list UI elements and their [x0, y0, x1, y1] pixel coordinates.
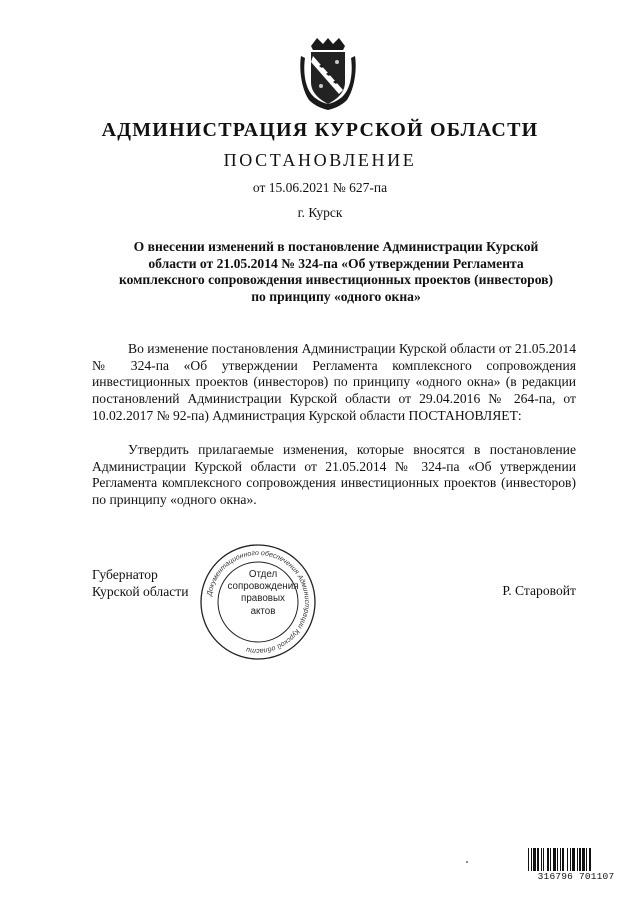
subject-line: комплексного сопровождения инвестиционных проектов (инвесторов): [118, 272, 554, 287]
body-paragraph-1: Во изменение постановления Администрации Курской области от 21.05.2014 № 324-па «Об утверждении Регламента комплексного сопровождения инвестиционных проектов (инвесторов) по принципу «одного окна» (в редакции постановлений Администрации Курской области от 29.04.2016 № 264-па, от 10.02.2017 № 92-па) Администрация Курской области ПОСТАНОВЛЯЕТ:: [92, 341, 576, 423]
signer-position: [92, 566, 189, 600]
scan-speck: [466, 861, 468, 863]
subject-line: области от 21.05.2014 № 324-па «Об утверждении Регламента: [148, 255, 524, 271]
document-place: г. Курск: [297, 205, 343, 220]
document-type: ПОСТАНОВЛЕНИЕ: [223, 150, 417, 170]
stamp-line: Отдел: [248, 569, 278, 580]
signer-position-line: Губернатор: [92, 567, 158, 582]
signer-name: Р. Старовойт: [502, 583, 576, 598]
document-date-number: от 15.06.2021 № 627-па: [252, 180, 388, 195]
signer-position-line: Курской области: [92, 584, 189, 599]
stamp-ring-text: Документационного обеспечения Администрации Курской области: [206, 549, 311, 655]
subject-line: О внесении изменений в постановление Администрации Курской: [133, 239, 539, 254]
stamp-line: актов: [250, 605, 276, 617]
subject-line: по принципу «одного окна»: [251, 288, 421, 304]
document-subject: [92, 239, 580, 305]
stamp-center-text: [223, 569, 303, 618]
stamp-line: правовых: [241, 593, 285, 605]
organization-title: АДМИНИСТРАЦИЯ КУРСКОЙ ОБЛАСТИ: [101, 119, 539, 141]
body-paragraph-2: Утвердить прилагаемые изменения, которые вносятся в постановление Администрации Курской области от 21.05.2014 № 324-па «Об утверждении Регламента комплексного сопровождения инвестиционных проектов (инвесторов) по принципу «одного окна».: [92, 442, 576, 508]
stamp-line: сопровождения: [227, 581, 299, 593]
barcode-number: 316796 701107: [527, 871, 625, 882]
kursk-coat-of-arms-icon: [299, 38, 357, 110]
